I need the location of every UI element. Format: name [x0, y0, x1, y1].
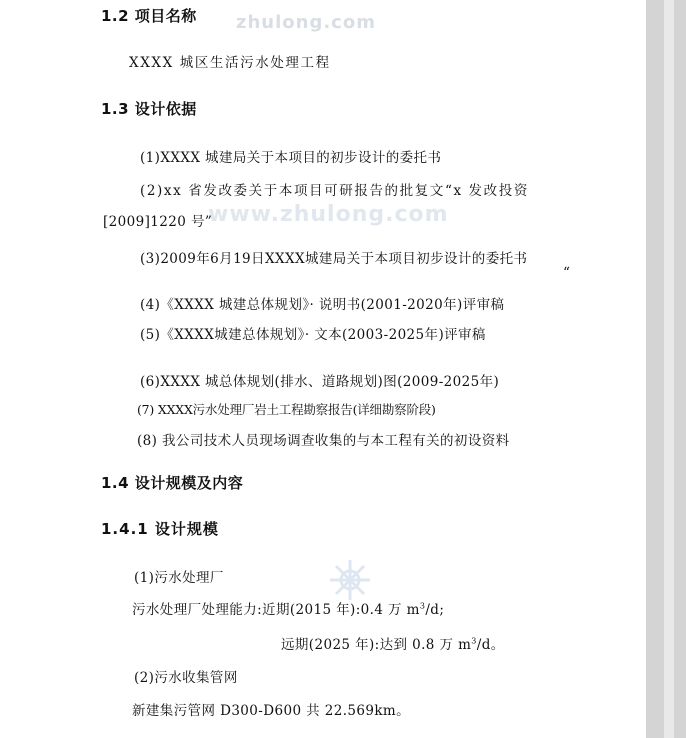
heading-scale-content: 1.4 设计规模及内容	[101, 474, 244, 492]
plant-title: (1)污水处理厂	[134, 570, 224, 586]
basis-item-7: (7) XXXX污水处理厂岩土工程勘察报告(详细勘察阶段)	[137, 402, 436, 417]
capacity-near-text: 污水处理厂处理能力:近期(2015 年):0.4 万 m	[132, 602, 420, 618]
heading-design-basis: 1.3 设计依据	[101, 100, 197, 118]
basis-item-2-cont: [2009]1220 号”	[103, 214, 213, 230]
basis-item-1: (1)XXXX 城建局关于本项目的初步设计的委托书	[140, 150, 442, 166]
basis-item-3: (3)2009年6月19日XXXX城建局关于本项目初步设计的委托书	[140, 251, 528, 267]
watermark-middle: www.zhulong.com	[208, 202, 449, 227]
unit-superscript: 3	[471, 636, 477, 646]
heading-design-scale: 1.4.1 设计规模	[101, 520, 219, 538]
basis-item-8: (8) 我公司技术人员现场调查收集的与本工程有关的初设资料	[137, 433, 510, 449]
basis-item-2: (2)xx 省发改委关于本项目可研报告的批复文“x 发改投资	[140, 183, 529, 199]
watermark-top: zhulong.com	[236, 12, 376, 33]
capacity-far-unit: /d。	[476, 637, 505, 653]
capacity-far	[281, 633, 505, 653]
vertical-scrollbar[interactable]	[664, 0, 674, 738]
project-name-text: XXXX 城区生活污水处理工程	[129, 55, 331, 71]
basis-item-6: (6)XXXX 城总体规划(排水、道路规划)图(2009-2025年)	[140, 374, 500, 390]
capacity-near-unit: /d;	[425, 602, 445, 618]
unit-superscript: 3	[419, 601, 426, 611]
watermark-logo-icon	[328, 558, 372, 602]
basis-item-5: (5)《XXXX城建总体规划》· 文本(2003-2025年)评审稿	[140, 327, 486, 343]
network-body: 新建集污管网 D300-D600 共 22.569km。	[132, 703, 411, 719]
heading-project-name: 1.2 项目名称	[101, 7, 197, 25]
network-title: (2)污水收集管网	[134, 670, 238, 686]
capacity-near	[132, 598, 444, 618]
capacity-far-text: 远期(2025 年):达到 0.8 万 m	[281, 637, 472, 653]
stray-quote-mark: “	[563, 265, 571, 281]
basis-item-4: (4)《XXXX 城建总体规划》· 说明书(2001-2020年)评审稿	[140, 297, 505, 313]
